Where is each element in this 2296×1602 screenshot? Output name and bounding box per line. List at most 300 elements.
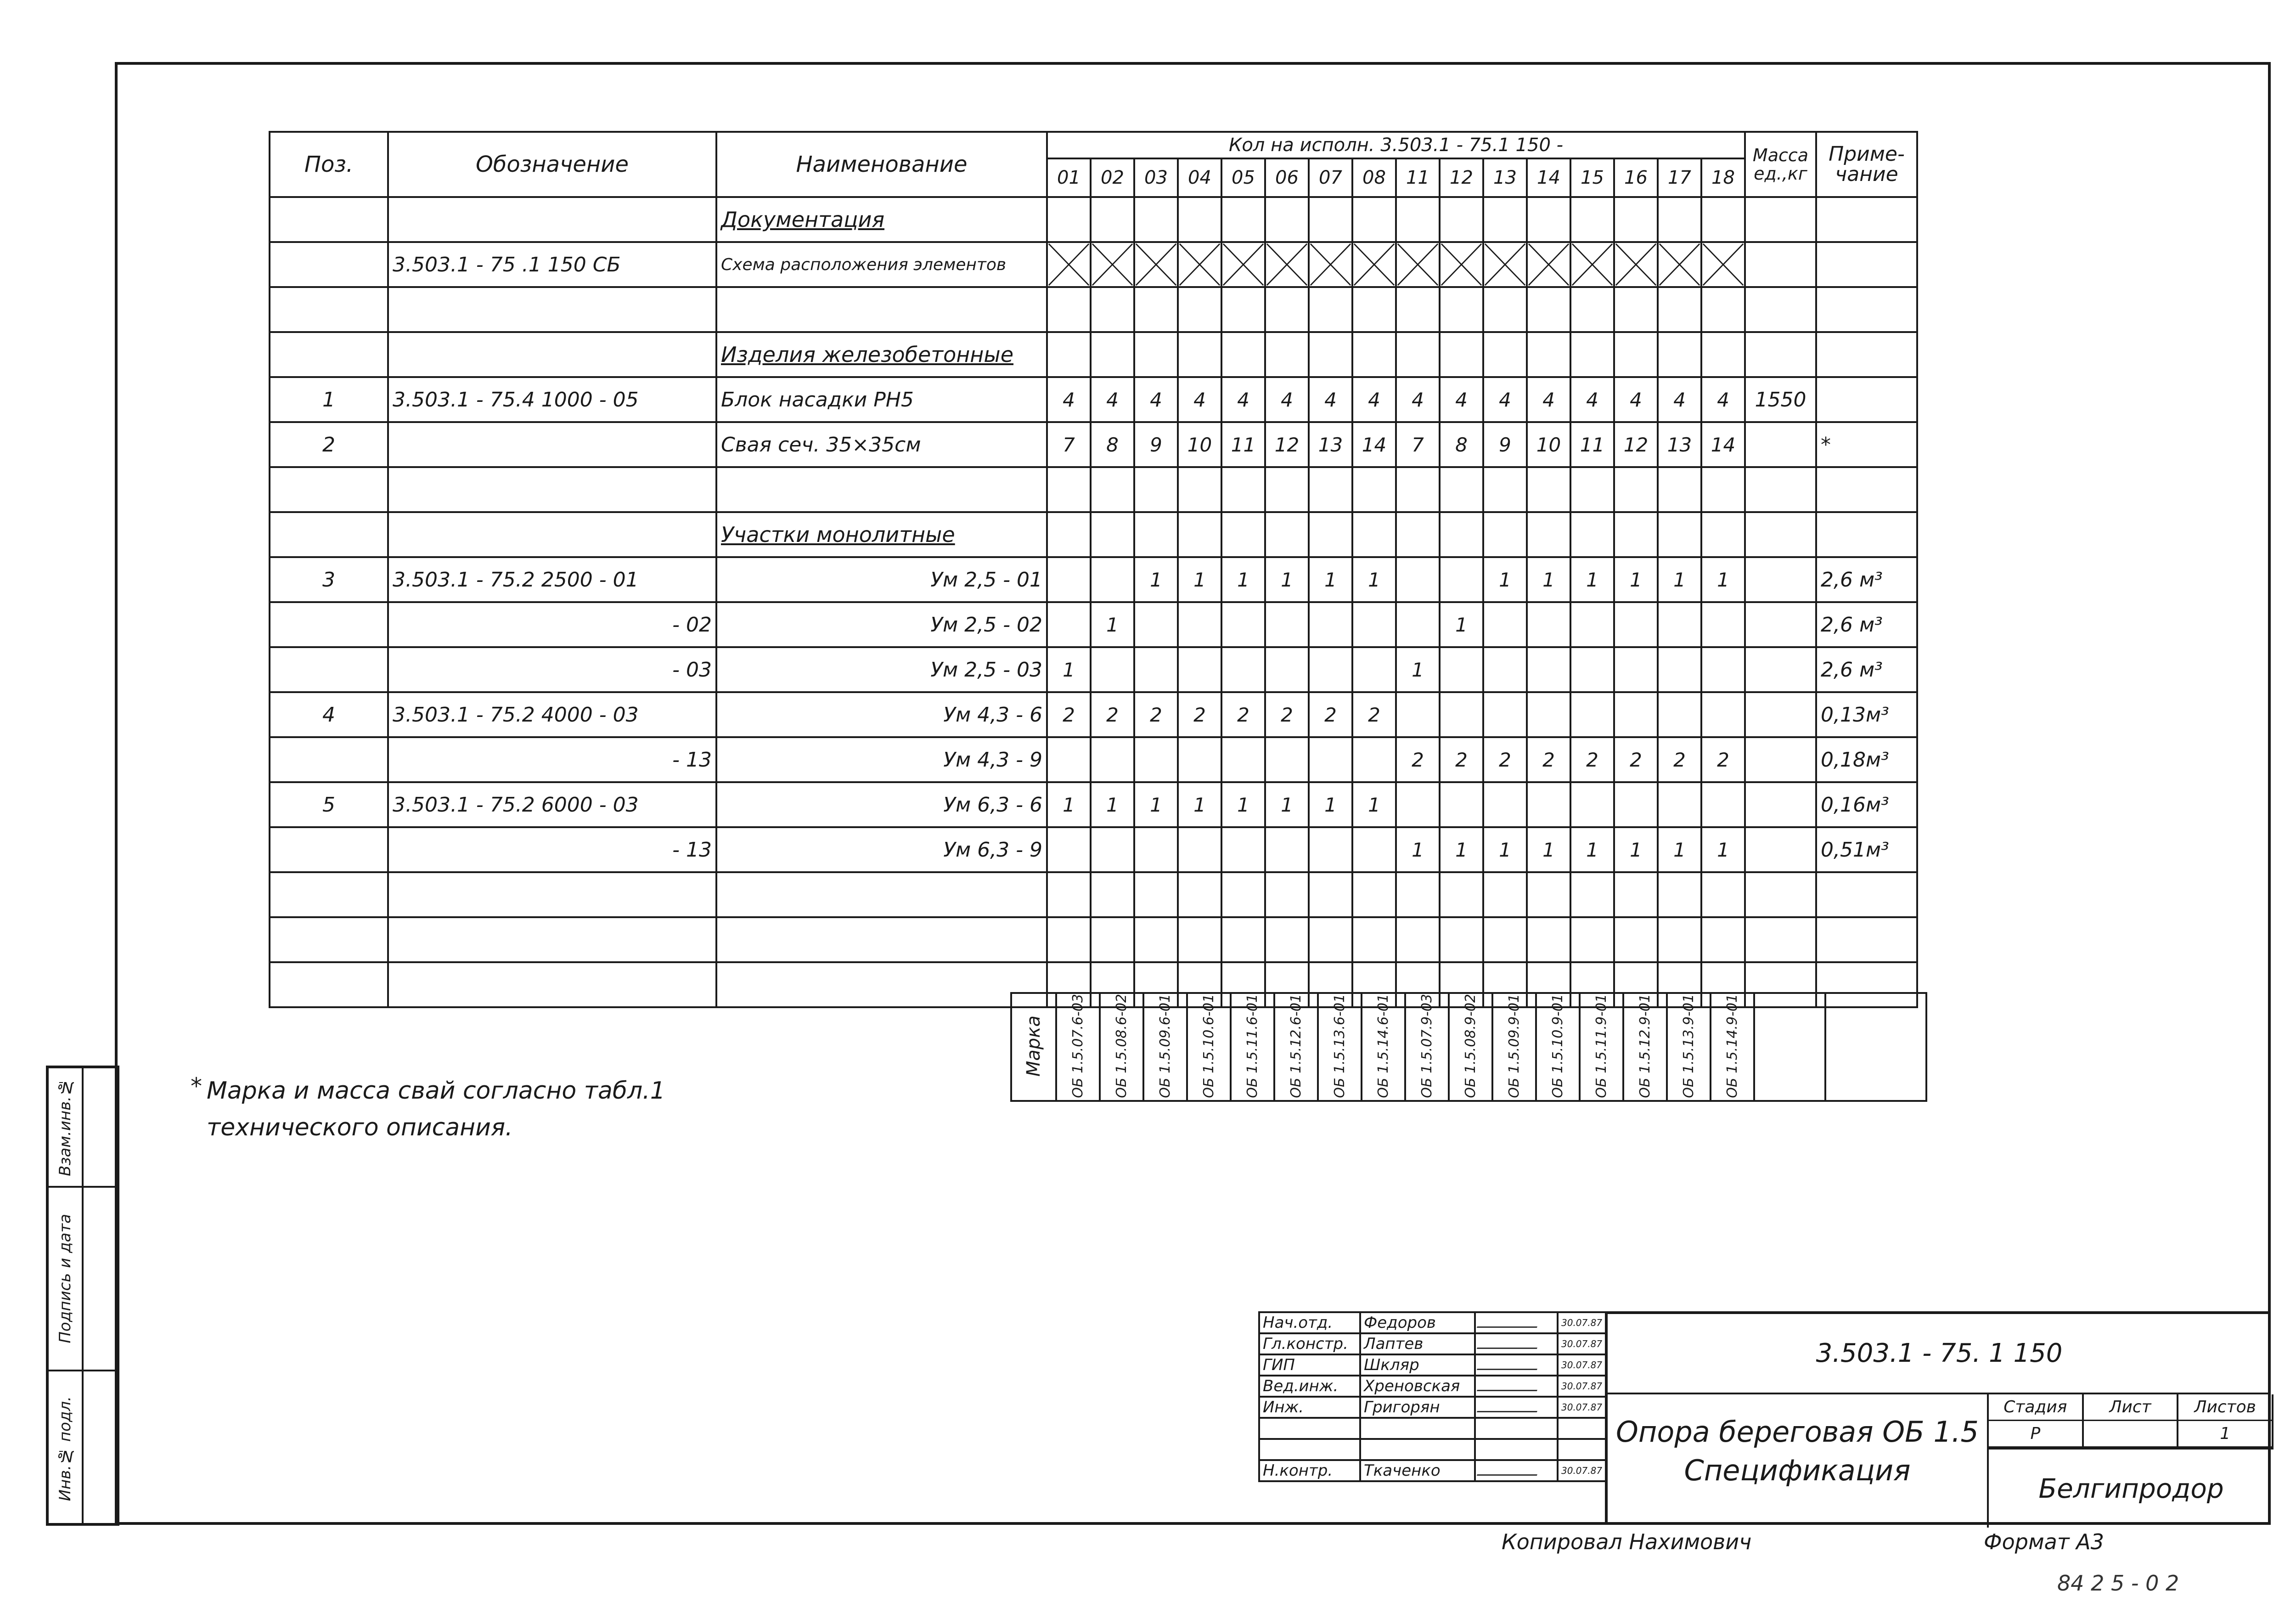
empty-cell [716,917,1047,962]
marka-cell [1623,993,1667,1101]
handwritten-signature [1477,1402,1541,1412]
empty-cell [1745,287,1816,332]
document-code: 3.503.1 - 75. 1 150 [1608,1314,2271,1394]
crossed-cell [1570,242,1614,287]
qty-cell [1178,332,1221,377]
empty-cell [1527,467,1570,512]
signature-role [1259,1418,1360,1439]
empty-cell [1527,917,1570,962]
qty-cell [1701,647,1745,692]
qty-cell: 4 [1091,377,1134,422]
cross-mark [1179,243,1221,286]
qty-cell [1483,782,1527,827]
cross-mark [1310,243,1351,286]
qty-cell [1221,332,1265,377]
cross-mark [1528,243,1570,286]
signature-row [1259,1312,1606,1333]
crossed-cell [1701,242,1745,287]
signature-block [1258,1311,1607,1482]
name-cell: Ум 2,5 - 01 [716,557,1047,602]
qty-cell [1091,647,1134,692]
header-variant: 14 [1527,158,1570,197]
marka-value: ОБ 1.5.13.6-01 [1332,994,1348,1098]
table-row [270,917,1917,962]
qty-cell [1091,332,1134,377]
qty-cell: 9 [1483,422,1527,467]
crossed-cell [1265,242,1309,287]
designation-cell: - 03 [388,647,716,692]
mass-cell [1745,242,1816,287]
qty-cell [1265,602,1309,647]
qty-cell [1309,647,1352,692]
designation-cell [388,512,716,557]
marka-label-cell [1011,993,1056,1101]
header-note: Приме- чание [1816,132,1917,197]
corner-number: 84 2 5 - 0 2 [2057,1571,2179,1596]
crossed-cell [1178,242,1221,287]
crossed-cell [1134,242,1178,287]
qty-cell [1745,197,1816,242]
table-row [270,872,1917,917]
marka-cell [1187,993,1231,1101]
name-cell: Ум 4,3 - 9 [716,737,1047,782]
signature-role: ГИП [1259,1354,1360,1376]
qty-cell [1396,197,1440,242]
empty-cell [1091,467,1134,512]
header-variant: 13 [1483,158,1527,197]
empty-cell [1352,287,1396,332]
note-cell: 0,13м³ [1816,692,1917,737]
pos-cell [270,242,388,287]
empty-cell [1483,872,1527,917]
qty-cell: 11 [1221,422,1265,467]
crossed-cell [1396,242,1440,287]
qty-cell [1440,782,1483,827]
inv-label: Инв.№ подл. [56,1396,74,1501]
qty-cell: 4 [1527,377,1570,422]
table-row [270,737,1917,782]
signature-name: Лаптев [1360,1333,1475,1354]
header-variant: 07 [1309,158,1352,197]
qty-cell [1396,692,1440,737]
signature-name: Федоров [1360,1312,1475,1333]
qty-cell: 4 [1701,377,1745,422]
qty-cell [1352,512,1396,557]
name-cell: Ум 6,3 - 6 [716,782,1047,827]
pos-cell [270,197,388,242]
qty-cell [1658,692,1701,737]
marka-cell [1536,993,1580,1101]
qty-cell [1178,197,1221,242]
empty-cell [1614,872,1658,917]
header-variant: 12 [1440,158,1483,197]
signature-row [1259,1333,1606,1354]
name-cell: Ум 6,3 - 9 [716,827,1047,872]
qty-cell: 2 [1396,737,1440,782]
qty-cell [1440,332,1483,377]
marka-label: Марка [1023,1015,1044,1077]
qty-cell [1047,332,1091,377]
designation-cell [388,197,716,242]
marka-value: ОБ 1.5.08.6-02 [1114,994,1130,1098]
name-cell: Ум 2,5 - 02 [716,602,1047,647]
qty-cell: 10 [1178,422,1221,467]
marka-value: ОБ 1.5.09.6-01 [1157,994,1173,1098]
section-heading: Изделия железобетонные [716,332,1047,377]
note-cell: * [1816,422,1917,467]
empty-cell [1701,872,1745,917]
qty-cell: 2 [1483,737,1527,782]
qty-cell: 1 [1178,782,1221,827]
empty-cell [270,872,388,917]
signature-mark [1475,1397,1558,1418]
mass-cell [1745,827,1816,872]
crossed-cell [1047,242,1091,287]
mass-cell [1745,602,1816,647]
header-variant: 05 [1221,158,1265,197]
note-cell: 2,6 м³ [1816,602,1917,647]
header-variant: 04 [1178,158,1221,197]
marka-value: ОБ 1.5.08.9-02 [1463,994,1479,1098]
qty-cell: 1 [1440,602,1483,647]
qty-cell: 2 [1352,692,1396,737]
qty-cell [1701,602,1745,647]
empty-cell [388,467,716,512]
designation-cell [388,332,716,377]
cross-mark [1702,243,1744,286]
marka-cell [1580,993,1623,1101]
name-cell: Блок насадки РН5 [716,377,1047,422]
qty-cell [1745,512,1816,557]
qty-cell [1265,827,1309,872]
qty-cell: 1 [1440,827,1483,872]
table-row [270,287,1917,332]
qty-cell [1178,512,1221,557]
empty-cell [1570,287,1614,332]
qty-cell [1396,332,1440,377]
note-cell: 0,16м³ [1816,782,1917,827]
pos-cell [270,647,388,692]
qty-cell [1309,512,1352,557]
cross-mark [1266,243,1308,286]
qty-cell [1440,512,1483,557]
qty-cell [1047,602,1091,647]
qty-cell: 4 [1440,377,1483,422]
crossed-cell [1527,242,1570,287]
note-cell [1816,377,1917,422]
qty-cell [1178,737,1221,782]
qty-cell: 1 [1527,557,1570,602]
empty-cell [1483,287,1527,332]
signature-row [1259,1376,1606,1397]
qty-cell [1816,332,1917,377]
empty-cell [388,872,716,917]
empty-cell [1701,467,1745,512]
qty-cell [1134,647,1178,692]
qty-cell: 1 [1614,827,1658,872]
empty-cell [1745,872,1816,917]
qty-cell [1091,197,1134,242]
signature-date: 30.07.87 [1558,1397,1606,1418]
qty-cell [1134,512,1178,557]
marka-value: ОБ 1.5.09.9-01 [1506,994,1522,1098]
qty-cell [1745,332,1816,377]
table-row [270,422,1917,467]
title-block [1605,1311,2271,1525]
empty-cell [1816,917,1917,962]
empty-cell [1221,287,1265,332]
cross-mark [1441,243,1482,286]
qty-cell: 4 [1178,377,1221,422]
marka-cell [1492,993,1536,1101]
empty-cell [1178,287,1221,332]
empty-cell [1047,287,1091,332]
marka-value: ОБ 1.5.13.9-01 [1681,994,1697,1098]
copied-by: Копировал Нахимович [1502,1529,1752,1554]
marka-cell [1667,993,1711,1101]
empty-cell [1440,467,1483,512]
qty-cell [1570,332,1614,377]
qty-cell: 1 [1221,782,1265,827]
signature-mark [1475,1376,1558,1397]
qty-cell [1440,647,1483,692]
marka-cell [1449,993,1492,1101]
marka-table [1010,992,1927,1102]
empty-cell [1221,467,1265,512]
signature-role: Вед.инж. [1259,1376,1360,1397]
qty-cell [1134,602,1178,647]
signature-date: 30.07.87 [1558,1460,1606,1481]
qty-cell: 1 [1396,647,1440,692]
cross-mark [1222,243,1264,286]
qty-cell: 1 [1047,647,1091,692]
qty-cell [1614,647,1658,692]
marka-cell [1056,993,1100,1101]
qty-cell [1614,332,1658,377]
signature-mark [1475,1439,1558,1460]
qty-cell: 4 [1309,377,1352,422]
empty-cell [1352,872,1396,917]
qty-cell [1701,782,1745,827]
qty-cell: 1 [1483,827,1527,872]
pos-cell: 2 [270,422,388,467]
empty-cell [270,917,388,962]
mass-cell: 1550 [1745,377,1816,422]
qty-cell [1483,197,1527,242]
empty-cell [1091,917,1134,962]
qty-cell [1265,647,1309,692]
qty-cell [1701,512,1745,557]
empty-cell [1396,917,1440,962]
qty-cell [1440,692,1483,737]
empty-cell [1134,872,1178,917]
qty-cell: 13 [1309,422,1352,467]
qty-cell: 12 [1265,422,1309,467]
crossed-cell [1091,242,1134,287]
organization: Белгипродор [2038,1473,2224,1504]
qty-cell: 1 [1396,827,1440,872]
crossed-cell [1658,242,1701,287]
name-cell: Свая сеч. 35×35см [716,422,1047,467]
qty-cell: 1 [1047,782,1091,827]
header-variant: 11 [1396,158,1440,197]
qty-cell: 1 [1352,782,1396,827]
qty-cell: 1 [1134,557,1178,602]
signature-name [1360,1439,1475,1460]
crossed-cell [1352,242,1396,287]
qty-cell [1134,332,1178,377]
qty-cell [1614,512,1658,557]
empty-cell [1816,872,1917,917]
qty-cell: 2 [1440,737,1483,782]
empty-cell [270,287,388,332]
designation-cell: - 13 [388,827,716,872]
note-cell: 2,6 м³ [1816,557,1917,602]
podpis-label: Подпись и дата [56,1214,74,1343]
qty-cell [1527,692,1570,737]
qty-cell [1352,332,1396,377]
qty-cell: 1 [1570,557,1614,602]
qty-cell: 1 [1309,782,1352,827]
mass-cell [1745,557,1816,602]
qty-cell: 4 [1134,377,1178,422]
empty-cell [1527,872,1570,917]
qty-cell: 1 [1483,557,1527,602]
qty-cell [1483,647,1527,692]
designation-cell: 3.503.1 - 75 .1 150 СБ [388,242,716,287]
empty-cell [388,287,716,332]
sheet-label: Лист [2084,1394,2179,1421]
qty-cell [1483,602,1527,647]
qty-cell [1309,197,1352,242]
qty-cell: 2 [1134,692,1178,737]
signature-date: 30.07.87 [1558,1312,1606,1333]
qty-cell [1221,827,1265,872]
empty-cell [1614,467,1658,512]
cross-mark [1353,243,1395,286]
table-row [270,242,1917,287]
mass-cell [1745,647,1816,692]
mass-cell [1745,422,1816,467]
qty-cell: 4 [1047,377,1091,422]
qty-cell [1570,782,1614,827]
qty-cell: 1 [1352,557,1396,602]
qty-cell: 11 [1570,422,1614,467]
empty-cell [1745,917,1816,962]
empty-cell [1658,872,1701,917]
signature-role: Инж. [1259,1397,1360,1418]
marka-value: ОБ 1.5.14.6-01 [1375,994,1391,1098]
qty-cell [1309,827,1352,872]
header-variant: 01 [1047,158,1091,197]
qty-cell: 1 [1527,827,1570,872]
qty-cell: 8 [1091,422,1134,467]
signature-role: Н.контр. [1259,1460,1360,1481]
crossed-cell [1614,242,1658,287]
crossed-cell [1483,242,1527,287]
header-variant: 02 [1091,158,1134,197]
marka-value: ОБ 1.5.12.9-01 [1637,994,1653,1098]
cross-mark [1135,243,1177,286]
qty-cell [1527,782,1570,827]
note-cell [1816,242,1917,287]
table-row [270,827,1917,872]
qty-cell: 2 [1221,692,1265,737]
qty-cell [1309,332,1352,377]
qty-cell: 4 [1658,377,1701,422]
qty-cell [1701,692,1745,737]
section-heading: Документация [716,197,1047,242]
header-variant: 08 [1352,158,1396,197]
header-variant: 17 [1658,158,1701,197]
empty-cell [1091,872,1134,917]
qty-cell: 2 [1265,692,1309,737]
qty-cell [1701,197,1745,242]
qty-cell [1265,737,1309,782]
side-stamp-values [84,1068,117,1523]
pos-cell [270,737,388,782]
handwritten-signature [1477,1359,1541,1370]
table-row [270,197,1917,242]
qty-cell: 1 [1091,782,1134,827]
header-designation: Обозначение [388,132,716,197]
handwritten-signature [1477,1317,1541,1328]
qty-cell [1570,602,1614,647]
qty-cell [1570,647,1614,692]
qty-cell [1352,602,1396,647]
signature-mark [1475,1312,1558,1333]
qty-cell: 4 [1265,377,1309,422]
empty-cell [1701,917,1745,962]
qty-cell: 4 [1396,377,1440,422]
qty-cell [1178,647,1221,692]
footnote [191,1072,665,1146]
qty-cell [1816,197,1917,242]
qty-cell: 8 [1440,422,1483,467]
designation-cell [388,422,716,467]
qty-cell: 4 [1221,377,1265,422]
cross-mark [1397,243,1439,286]
footnote-line-2: технического описания. [207,1114,513,1141]
empty-cell [1440,872,1483,917]
qty-cell [1221,197,1265,242]
empty-cell [1309,287,1352,332]
empty-cell [1614,287,1658,332]
qty-cell [1309,737,1352,782]
qty-cell [1221,737,1265,782]
pos-cell [270,602,388,647]
signature-mark [1475,1333,1558,1354]
pos-cell [270,332,388,377]
qty-cell: 1 [1658,827,1701,872]
qty-cell [1614,782,1658,827]
empty-cell [1614,917,1658,962]
qty-cell [1047,197,1091,242]
empty-cell [1352,467,1396,512]
footnote-line-1: Марка и масса свай согласно табл.1 [207,1077,665,1105]
qty-cell [1658,332,1701,377]
qty-cell [1134,737,1178,782]
marka-cell [1362,993,1405,1101]
document-title [1608,1394,1989,1528]
signature-name: Хреновская [1360,1376,1475,1397]
qty-cell [1178,827,1221,872]
qty-cell: 2 [1178,692,1221,737]
header-variant: 18 [1701,158,1745,197]
qty-cell [1047,557,1091,602]
qty-cell [1091,827,1134,872]
pos-cell [270,827,388,872]
